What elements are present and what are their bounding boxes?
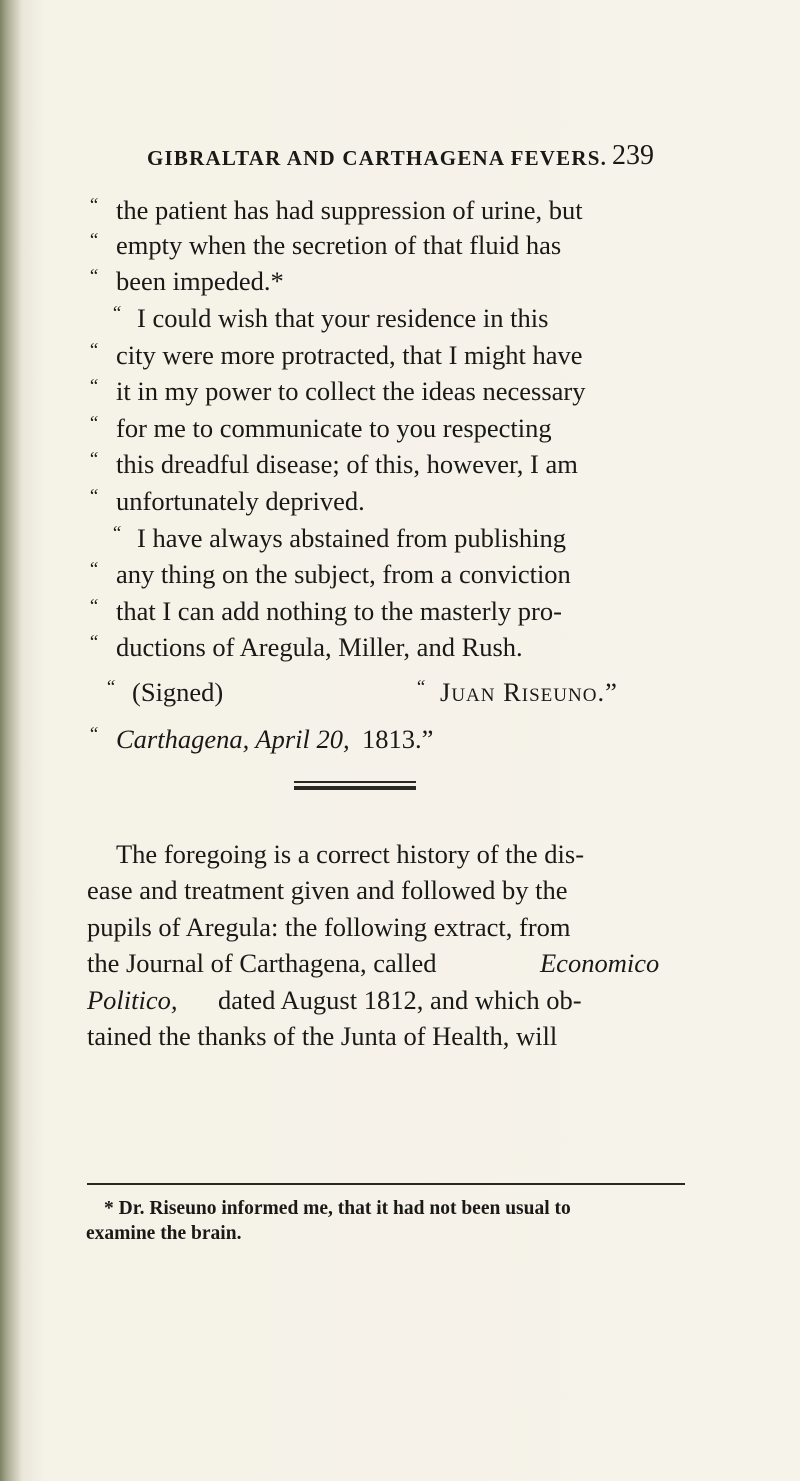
quote-mark: “ [88,413,99,434]
paragraph-line [0,837,800,871]
signed-label: (Signed) [132,677,224,707]
journal-title-part: Politico, [87,985,178,1015]
quote-mark: “ [88,195,99,216]
quote-mark: “ [88,449,99,470]
paragraph-line-text: ease and treatment given and followed by the [87,875,568,905]
letter-line [0,193,800,227]
quote-mark: “ [88,230,99,251]
divider-thin-line [294,781,416,783]
letter-line-text: for me to communicate to you respecting [116,413,552,443]
section-divider [294,781,416,790]
letter-line [0,411,800,445]
quote-mark: “ [105,677,116,698]
letter-line [0,594,800,628]
paragraph-line [0,910,800,944]
quote-mark: “ [88,340,99,361]
letter-line-text: empty when the secretion of that fluid has [116,230,562,260]
paragraph-line [0,873,800,907]
letter-line [0,521,800,555]
letter-line-text: I have always abstained from publishing [137,523,567,553]
paragraph-line-text: The foregoing is a correct history of the dis- [116,839,585,869]
letter-line-text: that I can add nothing to the masterly pro- [116,596,562,626]
footnote-rule [87,1183,685,1185]
letter-line-text: it in my power to collect the ideas necessary [116,376,586,406]
page-header [0,140,800,180]
letter-line-text: unfortunately deprived. [116,486,365,516]
letter-line-text: I could wish that your residence in this [137,303,549,333]
place-date: Carthagena, April 20, [116,724,350,754]
paragraph-line [0,983,800,1017]
quote-mark: “ [88,559,99,580]
letter-line [0,630,800,664]
quote-mark: “ [88,632,99,653]
signatory-name: Juan Riseuno.” [440,677,618,707]
letter-year: 1813.” [362,724,434,754]
letter-line [0,228,800,262]
letter-line-text: ductions of Aregula, Miller, and Rush. [116,632,523,662]
quote-mark: “ [111,303,122,324]
letter-line-text: city were more protracted, that I might have [116,340,583,370]
letter-line [0,447,800,481]
quote-mark: “ [88,596,99,617]
letter-line-text: this dreadful disease; of this, however, I am [116,449,578,479]
paragraph-line-text: dated August 1812, and which ob- [218,985,582,1015]
paragraph-line-text: pupils of Aregula: the following extract, from [87,912,571,942]
letter-line [0,557,800,591]
letter-line [0,484,800,518]
quote-mark: “ [88,486,99,507]
letter-line [0,264,800,298]
letter-line [0,301,800,335]
letter-line-text: the patient has had suppression of urine, but [116,195,583,225]
paragraph-line-text: the Journal of Carthagena, called [87,948,437,978]
place-date-line [0,722,800,756]
divider-thick-line [294,786,416,790]
paragraph-line [0,1019,800,1053]
journal-title-part: Economico [540,948,660,978]
running-head: GIBRALTAR AND CARTHAGENA FEVERS. [147,146,608,170]
footnote-line: examine the brain. [86,1223,242,1244]
letter-line-text: any thing on the subject, from a conviction [116,559,571,589]
letter-line-text: been impeded.* [116,266,284,296]
quote-mark: “ [88,266,99,287]
footnote-line: * Dr. Riseuno informed me, that it had not been usual to [104,1198,571,1219]
quote-mark: “ [88,724,99,745]
page-number: 239 [612,140,654,171]
letter-line [0,374,800,408]
quote-mark: “ [88,376,99,397]
quote-mark: “ [415,677,426,698]
letter-line [0,338,800,372]
paragraph-line [0,946,800,980]
quote-mark: “ [111,523,122,544]
paragraph-line-text: tained the thanks of the Junta of Health, will [87,1021,558,1051]
signature-line [0,675,800,709]
